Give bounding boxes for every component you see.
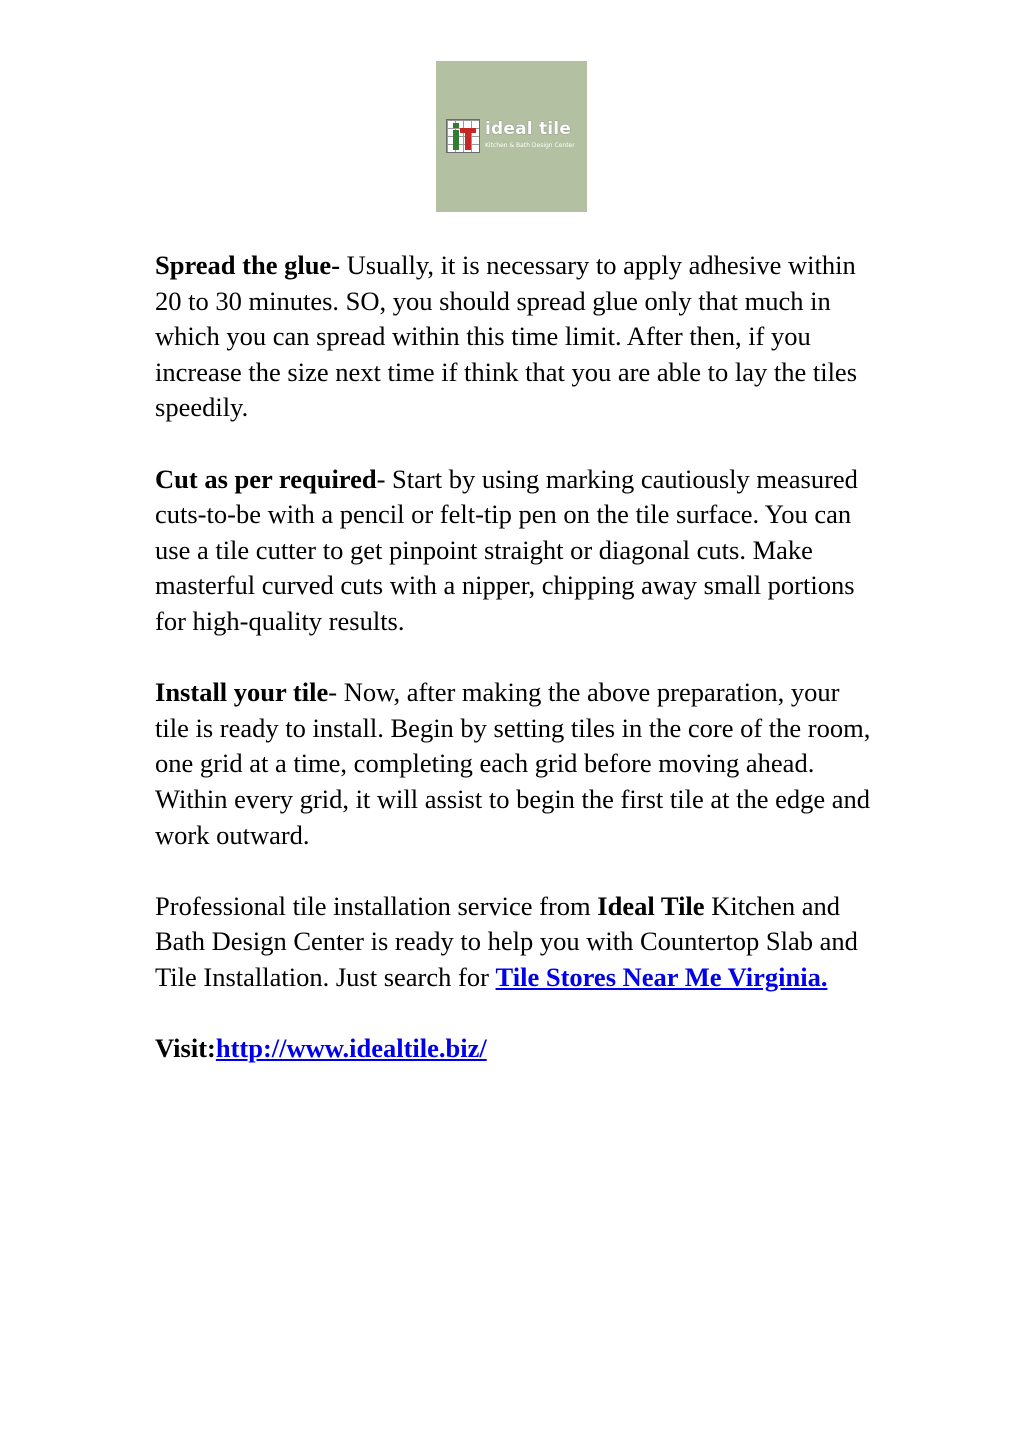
- section-heading: Install your tile: [155, 677, 329, 708]
- tile-stores-link[interactable]: Tile Stores Near Me Virginia.: [495, 961, 828, 992]
- promo-paragraph: [155, 889, 875, 996]
- section-text: - Start by using marking cautiously measured cuts-to-be with a pencil or felt-tip pen on the tile surface. You can use a tile cutter to get pinpoint straight or diagonal cuts. Make masterful curved cuts with a nipper, chipping away small portions for high-quality results.: [155, 463, 858, 636]
- promo-middle: Kitchen and Bath Design Center is ready to help you with Countertop Slab and Tile Installation. Just search for: [155, 890, 858, 992]
- promo-intro: Professional tile installation service from: [155, 890, 598, 921]
- section-spread-glue: [155, 248, 875, 426]
- document-body: [155, 248, 875, 1102]
- brand-name: Ideal Tile: [597, 890, 705, 921]
- visit-line: [155, 1031, 875, 1067]
- section-heading: Cut as per required: [155, 463, 377, 494]
- tile-logo-icon: [446, 119, 480, 153]
- logo-block: [436, 61, 587, 212]
- visit-label: Visit:: [155, 1033, 216, 1064]
- section-text: Usually, it is necessary to apply adhesive within 20 to 30 minutes. SO, you should spread glue only that much in which you can spread within this time limit. After then, if you increase the size next time if think that you are able to lay the tiles speedily.: [155, 250, 858, 423]
- logo-tagline: Kitchen & Bath Design Center: [485, 142, 575, 149]
- section-cut: [155, 462, 875, 640]
- section-heading: Spread the glue-: [155, 250, 341, 280]
- logo-name: ideal tile: [485, 119, 572, 139]
- section-install: [155, 675, 875, 853]
- section-text: - Now, after making the above preparation, your tile is ready to install. Begin by setting tiles in the core of the room, one grid at a time, completing each grid before moving ahead. Within every grid, it will assist to begin the first tile at the edge and work outward.: [155, 677, 871, 850]
- website-link[interactable]: http://www.idealtile.biz/: [215, 1033, 487, 1064]
